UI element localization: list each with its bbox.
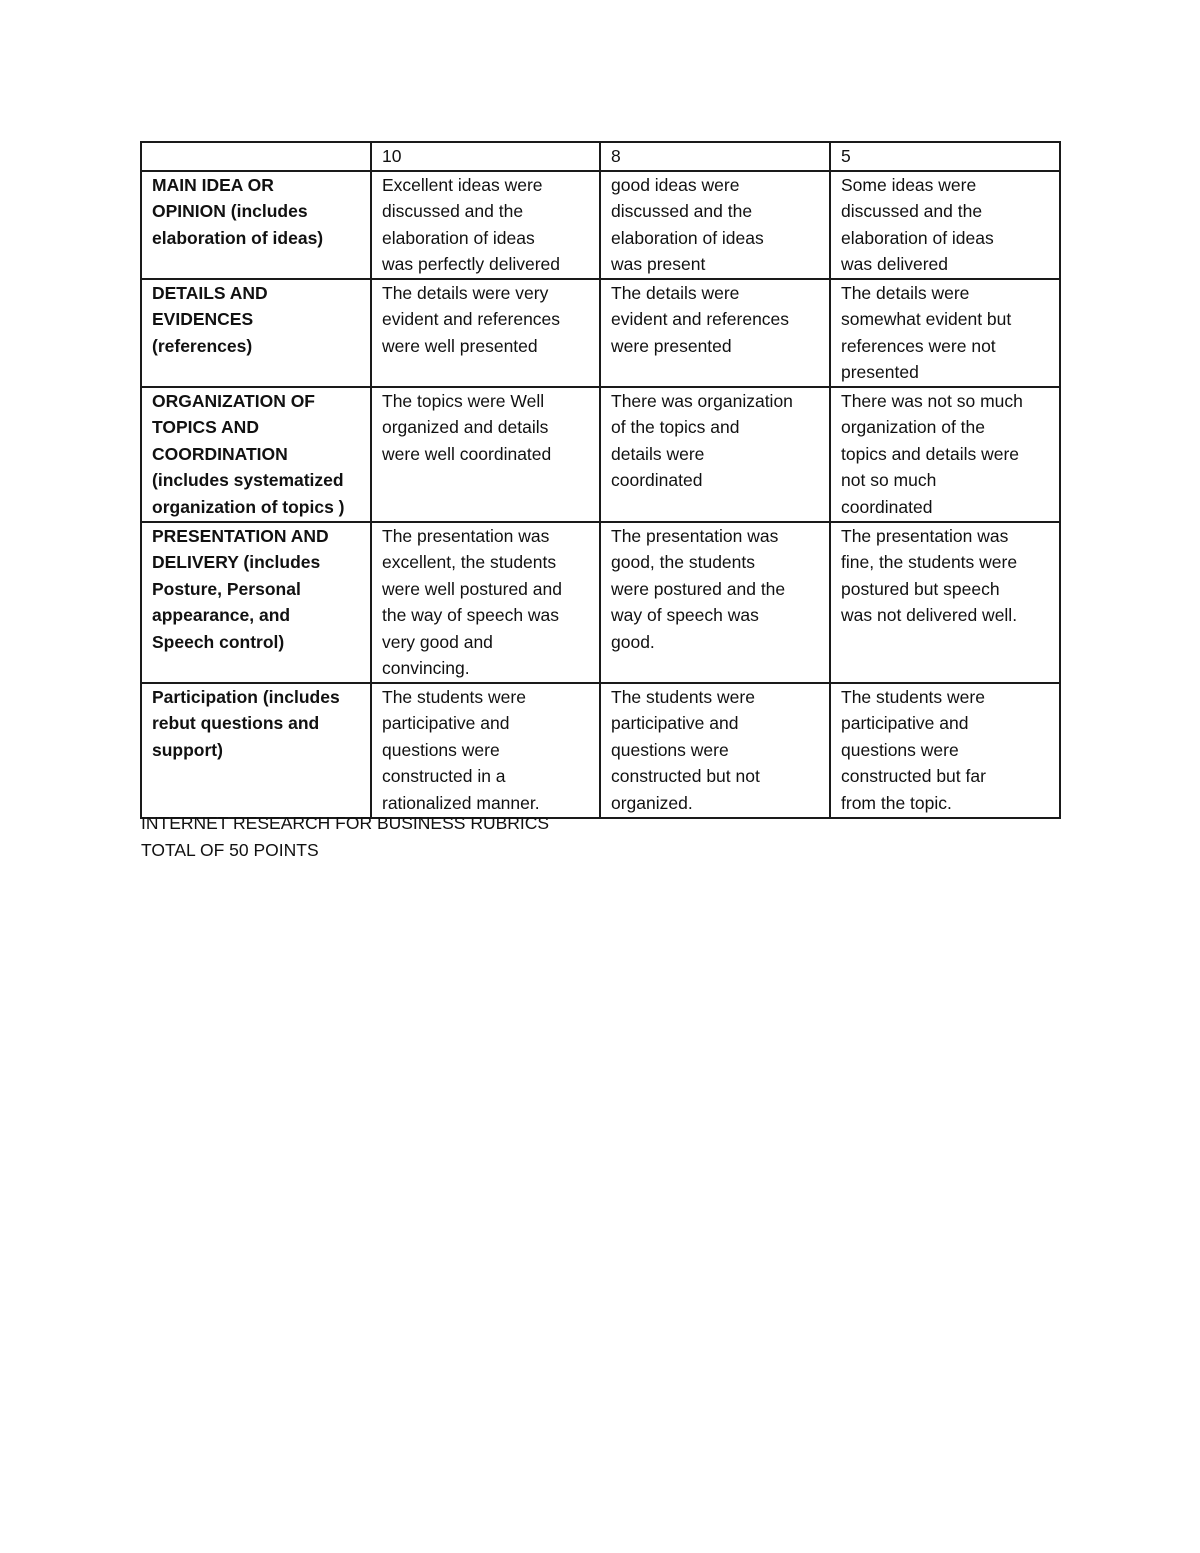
score-10-cell: Excellent ideas were discussed and the elaboration of ideas was perfectly delivered: [371, 171, 600, 279]
score-5-cell: The presentation was fine, the students were postured but speech was not delivered well.: [830, 522, 1060, 683]
score-10-cell: The topics were Well organized and details were well coordinated: [371, 387, 600, 522]
table-row: [141, 522, 1060, 683]
header-cell-score-10: 10: [371, 142, 600, 171]
score-8-cell: The presentation was good, the students were postured and the way of speech was good.: [600, 522, 830, 683]
table-row: [141, 171, 1060, 279]
header-cell-score-8: 8: [600, 142, 830, 171]
criterion-cell: ORGANIZATION OF TOPICS AND COORDINATION (includes systematized organization of topics ): [141, 387, 371, 522]
score-5-cell: Some ideas were discussed and the elaboration of ideas was delivered: [830, 171, 1060, 279]
header-cell-criteria: [141, 142, 371, 171]
score-5-cell: There was not so much organization of the topics and details were not so much coordinated: [830, 387, 1060, 522]
table-row: [141, 279, 1060, 387]
rubric-title: INTERNET RESEARCH FOR BUSINESS RUBRICS: [141, 813, 550, 833]
score-5-cell: The details were somewhat evident but references were not presented: [830, 279, 1060, 387]
score-10-cell: The details were very evident and references were well presented: [371, 279, 600, 387]
score-5-cell: The students were participative and questions were constructed but far from the topic.: [830, 683, 1060, 818]
criterion-cell: Participation (includes rebut questions and support): [141, 683, 371, 818]
criterion-cell: PRESENTATION AND DELIVERY (includes Posture, Personal appearance, and Speech control): [141, 522, 371, 683]
table-header-row: [141, 142, 1060, 171]
table-row: [141, 387, 1060, 522]
rubric-table: [140, 141, 1061, 819]
score-8-cell: good ideas were discussed and the elaboration of ideas was present: [600, 171, 830, 279]
criterion-cell: DETAILS AND EVIDENCES (references): [141, 279, 371, 387]
table-row: [141, 683, 1060, 818]
score-8-cell: The details were evident and references were presented: [600, 279, 830, 387]
score-10-cell: The students were participative and questions were constructed in a rationalized manner.: [371, 683, 600, 818]
score-10-cell: The presentation was excellent, the students were well postured and the way of speech was very good and convincing.: [371, 522, 600, 683]
header-cell-score-5: 5: [830, 142, 1060, 171]
score-8-cell: There was organization of the topics and details were coordinated: [600, 387, 830, 522]
score-8-cell: The students were participative and questions were constructed but not organized.: [600, 683, 830, 818]
rubric-total-points: TOTAL OF 50 POINTS: [141, 839, 319, 860]
rubric-footer: [141, 810, 549, 863]
criterion-cell: MAIN IDEA OR OPINION (includes elaboration of ideas): [141, 171, 371, 279]
